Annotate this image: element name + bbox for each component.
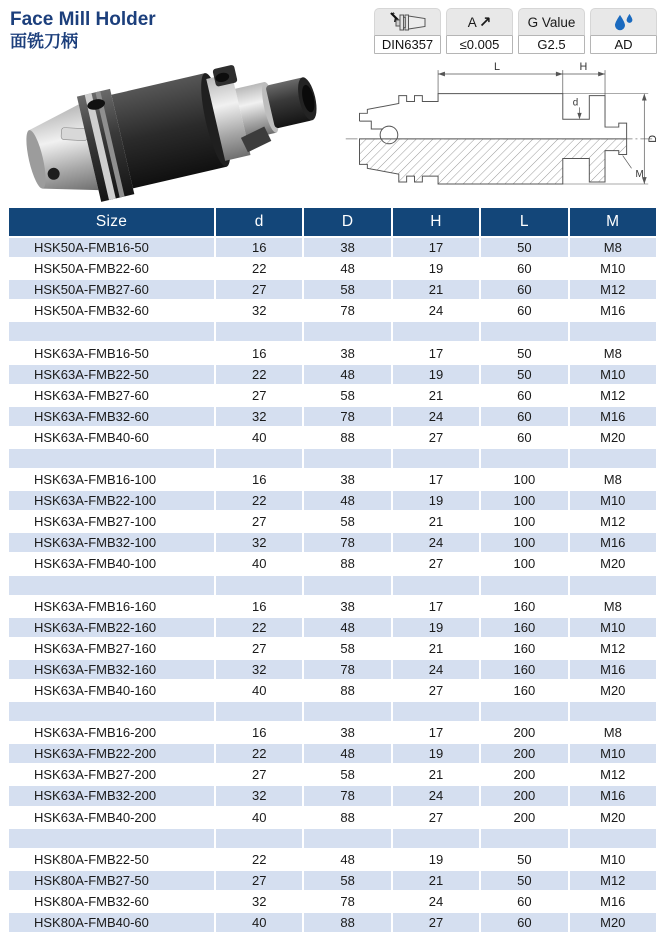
size-cell: HSK50A-FMB16-50 — [9, 238, 214, 257]
table-header-row — [9, 208, 656, 236]
size-table — [7, 206, 658, 934]
value-cell: 48 — [304, 491, 390, 510]
value-cell: 19 — [393, 365, 479, 384]
spacer-cell — [481, 322, 567, 341]
value-cell: 160 — [481, 618, 567, 637]
table-row — [9, 259, 656, 278]
value-cell: 200 — [481, 786, 567, 805]
dim-label-d: d — [572, 97, 579, 109]
dim-label-L: L — [493, 61, 500, 74]
value-cell: M8 — [603, 598, 622, 614]
value-cell: 27 — [216, 871, 302, 890]
value-cell: M12 — [600, 767, 626, 783]
value-cell: 27 — [428, 683, 444, 699]
value-cell: 48 — [340, 261, 355, 277]
value-cell: 17 — [428, 345, 444, 361]
value-cell: 16 — [252, 472, 267, 488]
value-cell: M16 — [570, 660, 656, 679]
value-cell: 88 — [340, 556, 355, 572]
value-cell: M16 — [570, 407, 656, 426]
value-cell: M20 — [600, 809, 626, 825]
size-cell: HSK63A-FMB22-50 — [9, 365, 214, 384]
table-row — [9, 681, 656, 700]
coolant-drops-icon — [590, 8, 657, 35]
table-row — [9, 533, 656, 552]
spacer-cell — [216, 449, 302, 468]
table-row — [9, 491, 656, 510]
value-cell: M16 — [570, 533, 656, 552]
value-cell: 60 — [481, 407, 567, 426]
column-header: D — [304, 208, 390, 236]
g-value-label: G Value — [527, 14, 576, 30]
size-cell: HSK50A-FMB32-60 — [34, 303, 149, 319]
value-cell: 17 — [428, 725, 444, 741]
value-cell: 58 — [304, 871, 390, 890]
value-cell: 50 — [517, 851, 532, 867]
value-cell: M20 — [600, 683, 626, 699]
value-cell: M16 — [570, 786, 656, 805]
value-cell: 24 — [393, 533, 479, 552]
value-cell: 16 — [216, 238, 302, 257]
spacer-cell — [570, 829, 656, 848]
value-cell: M20 — [600, 429, 626, 445]
value-cell: 19 — [428, 261, 444, 277]
spacer-cell — [570, 576, 656, 595]
value-cell: 60 — [481, 913, 567, 932]
value-cell: 21 — [393, 280, 479, 299]
size-cell: HSK63A-FMB27-200 — [34, 767, 157, 783]
size-cell: HSK63A-FMB16-160 — [34, 598, 157, 614]
value-cell: 60 — [517, 261, 532, 277]
value-cell: 27 — [252, 640, 267, 656]
size-cell: HSK63A-FMB16-100 — [34, 472, 157, 488]
spacer-cell — [481, 449, 567, 468]
badge-runout — [446, 8, 513, 54]
table-row — [9, 386, 656, 405]
value-cell: 22 — [216, 618, 302, 637]
value-cell: 200 — [513, 725, 536, 741]
table-row — [9, 744, 656, 763]
spacer-cell — [481, 576, 567, 595]
value-cell: 160 — [513, 640, 536, 656]
value-cell: 200 — [513, 809, 536, 825]
table-row — [9, 280, 656, 299]
value-cell: 78 — [304, 786, 390, 805]
table-row — [9, 470, 656, 489]
value-cell: M16 — [600, 303, 626, 319]
value-cell: 21 — [393, 871, 479, 890]
value-cell: M8 — [603, 725, 622, 741]
spacer-row — [9, 449, 656, 468]
product-photo — [4, 56, 332, 202]
size-cell: HSK80A-FMB40-60 — [9, 913, 214, 932]
value-cell: 22 — [216, 744, 302, 763]
size-cell: HSK80A-FMB22-50 — [34, 851, 149, 867]
spacer-cell — [216, 702, 302, 721]
size-cell: HSK63A-FMB22-160 — [9, 618, 214, 637]
value-cell: M8 — [570, 238, 656, 257]
value-cell: 60 — [517, 303, 532, 319]
value-cell: 40 — [252, 429, 267, 445]
value-cell: 58 — [340, 767, 355, 783]
value-cell: 19 — [393, 618, 479, 637]
value-cell: M20 — [570, 913, 656, 932]
value-cell: 200 — [513, 767, 536, 783]
badge-g-value — [518, 8, 585, 54]
value-cell: M10 — [570, 618, 656, 637]
value-cell: 24 — [393, 407, 479, 426]
spacer-cell — [216, 322, 302, 341]
value-cell: 24 — [428, 893, 444, 909]
value-cell: M8 — [603, 345, 622, 361]
spacer-cell — [304, 449, 390, 468]
value-cell: 58 — [340, 514, 355, 530]
value-cell: 27 — [428, 809, 444, 825]
spacer-cell — [570, 702, 656, 721]
table-row — [9, 428, 656, 447]
value-cell: 60 — [481, 280, 567, 299]
dim-label-H: H — [579, 61, 588, 74]
size-cell: HSK63A-FMB32-200 — [9, 786, 214, 805]
spacer-cell — [9, 322, 214, 341]
value-cell: M10 — [570, 491, 656, 510]
value-cell: 160 — [513, 683, 536, 699]
spacer-cell — [304, 702, 390, 721]
size-cell: HSK50A-FMB27-60 — [9, 280, 214, 299]
value-cell: M12 — [600, 640, 626, 656]
value-cell: 60 — [517, 429, 532, 445]
value-cell: 38 — [340, 345, 355, 361]
value-cell: M12 — [600, 387, 626, 403]
size-cell: HSK63A-FMB32-160 — [9, 660, 214, 679]
value-cell: 58 — [340, 640, 355, 656]
page-header — [0, 0, 665, 56]
value-cell: 27 — [428, 556, 444, 572]
value-cell: 27 — [252, 514, 267, 530]
table-row — [9, 365, 656, 384]
value-cell: 50 — [481, 871, 567, 890]
value-cell: 38 — [340, 472, 355, 488]
value-cell: 160 — [481, 660, 567, 679]
value-cell: 32 — [252, 303, 267, 319]
value-cell: M20 — [600, 556, 626, 572]
spacer-cell — [304, 829, 390, 848]
table-row — [9, 850, 656, 869]
value-cell: 38 — [340, 725, 355, 741]
value-cell: 22 — [216, 491, 302, 510]
value-cell: 16 — [252, 725, 267, 741]
value-cell: 32 — [216, 786, 302, 805]
value-cell: 48 — [304, 744, 390, 763]
badge-value: ≤0.005 — [446, 35, 513, 54]
value-cell: 19 — [393, 744, 479, 763]
size-cell: HSK63A-FMB27-60 — [34, 387, 149, 403]
spacer-row — [9, 322, 656, 341]
value-cell: 17 — [428, 472, 444, 488]
technical-drawing — [332, 56, 661, 204]
table-row — [9, 913, 656, 932]
badge-coolant — [590, 8, 657, 54]
value-cell: 17 — [428, 598, 444, 614]
value-cell: 32 — [216, 660, 302, 679]
value-cell: 21 — [428, 640, 444, 656]
value-cell: 24 — [428, 303, 444, 319]
value-cell: M10 — [600, 851, 626, 867]
value-cell: M8 — [603, 472, 622, 488]
spacer-cell — [570, 449, 656, 468]
value-cell: 19 — [428, 851, 444, 867]
table-row — [9, 512, 656, 531]
value-cell: 100 — [481, 533, 567, 552]
size-cell: HSK63A-FMB32-100 — [9, 533, 214, 552]
table-row — [9, 238, 656, 257]
value-cell: 60 — [517, 893, 532, 909]
table-row — [9, 301, 656, 320]
dim-label-M: M — [635, 169, 644, 181]
runout-letter: A — [467, 14, 477, 30]
table-row — [9, 808, 656, 827]
column-header: d — [216, 208, 302, 236]
value-cell: 88 — [340, 683, 355, 699]
value-cell: 21 — [428, 387, 444, 403]
table-row — [9, 660, 656, 679]
spacer-cell — [216, 576, 302, 595]
value-cell: M10 — [570, 744, 656, 763]
value-cell: 88 — [340, 429, 355, 445]
spacer-cell — [9, 829, 214, 848]
spacer-cell — [216, 829, 302, 848]
column-header: M — [570, 208, 656, 236]
size-cell: HSK80A-FMB27-50 — [9, 871, 214, 890]
value-cell: 100 — [513, 556, 536, 572]
value-cell: 22 — [252, 851, 267, 867]
spacer-cell — [393, 829, 479, 848]
size-cell: HSK80A-FMB32-60 — [34, 893, 149, 909]
title-block — [10, 8, 156, 53]
value-cell: 27 — [428, 429, 444, 445]
value-cell: 88 — [340, 809, 355, 825]
size-cell: HSK63A-FMB40-100 — [34, 556, 157, 572]
value-cell: 100 — [513, 472, 536, 488]
spacer-cell — [393, 576, 479, 595]
badge-din-standard — [374, 8, 441, 54]
table-row — [9, 597, 656, 616]
value-cell: 160 — [513, 598, 536, 614]
value-cell: 50 — [481, 238, 567, 257]
spacer-row — [9, 829, 656, 848]
table-row — [9, 871, 656, 890]
spacer-cell — [9, 576, 214, 595]
toolholder-din-icon — [374, 8, 441, 35]
spec-badges — [374, 8, 657, 54]
value-cell: 78 — [304, 533, 390, 552]
value-cell: 27 — [216, 280, 302, 299]
value-cell: 58 — [340, 387, 355, 403]
size-cell: HSK63A-FMB40-200 — [34, 809, 157, 825]
value-cell: 38 — [304, 238, 390, 257]
value-cell: 17 — [393, 238, 479, 257]
value-cell: 16 — [252, 598, 267, 614]
size-cell: HSK63A-FMB16-200 — [34, 725, 157, 741]
value-cell: 40 — [252, 683, 267, 699]
spacer-cell — [393, 322, 479, 341]
value-cell: 27 — [252, 767, 267, 783]
value-cell: 32 — [252, 893, 267, 909]
value-cell: 50 — [517, 345, 532, 361]
spacer-cell — [393, 449, 479, 468]
value-cell: 100 — [481, 491, 567, 510]
value-cell: 88 — [304, 913, 390, 932]
size-cell: HSK63A-FMB40-160 — [34, 683, 157, 699]
dim-label-D: D — [647, 134, 660, 143]
page-title: Face Mill Holder — [10, 9, 156, 30]
table-row — [9, 343, 656, 362]
value-cell: 100 — [513, 514, 536, 530]
spacer-cell — [304, 322, 390, 341]
spacer-cell — [9, 449, 214, 468]
badge-value: G2.5 — [518, 35, 585, 54]
value-cell: 16 — [252, 345, 267, 361]
spacer-cell — [481, 829, 567, 848]
value-cell: 48 — [304, 365, 390, 384]
table-row — [9, 723, 656, 742]
value-cell: M12 — [570, 871, 656, 890]
table-row — [9, 639, 656, 658]
value-cell: 200 — [481, 744, 567, 763]
value-cell: M12 — [570, 280, 656, 299]
value-cell: M10 — [600, 261, 626, 277]
value-cell: 40 — [252, 809, 267, 825]
page-title-chinese: 面铣刀柄 — [10, 32, 78, 51]
value-cell: M10 — [570, 365, 656, 384]
spacer-cell — [481, 702, 567, 721]
value-cell: 22 — [216, 365, 302, 384]
size-cell: HSK63A-FMB27-100 — [34, 514, 157, 530]
value-cell: 27 — [252, 387, 267, 403]
arrow-up-right-icon: ↗ — [478, 13, 492, 31]
value-cell: 24 — [393, 786, 479, 805]
value-cell: 32 — [216, 533, 302, 552]
table-row — [9, 618, 656, 637]
table-row — [9, 765, 656, 784]
value-cell: 32 — [216, 407, 302, 426]
table-row — [9, 892, 656, 911]
value-cell: 48 — [304, 618, 390, 637]
value-cell: 78 — [340, 893, 355, 909]
badge-value: AD — [590, 35, 657, 54]
value-cell: 58 — [304, 280, 390, 299]
table-row — [9, 786, 656, 805]
size-cell: HSK63A-FMB22-100 — [9, 491, 214, 510]
value-cell: 78 — [304, 660, 390, 679]
value-cell: 21 — [428, 767, 444, 783]
value-cell: 22 — [252, 261, 267, 277]
value-cell: 27 — [393, 913, 479, 932]
value-cell: M16 — [600, 893, 626, 909]
badge-icon-text — [446, 8, 513, 35]
column-header: Size — [9, 208, 214, 236]
size-cell: HSK63A-FMB40-60 — [34, 429, 149, 445]
spacer-cell — [393, 702, 479, 721]
table-body — [9, 238, 656, 932]
value-cell: 38 — [340, 598, 355, 614]
table-row — [9, 407, 656, 426]
value-cell: 40 — [252, 556, 267, 572]
column-header: L — [481, 208, 567, 236]
value-cell: 78 — [340, 303, 355, 319]
spacer-row — [9, 576, 656, 595]
value-cell: M12 — [600, 514, 626, 530]
size-cell: HSK63A-FMB22-200 — [9, 744, 214, 763]
spacer-cell — [9, 702, 214, 721]
badge-value: DIN6357 — [374, 35, 441, 54]
size-cell: HSK63A-FMB16-50 — [34, 345, 149, 361]
value-cell: 48 — [340, 851, 355, 867]
spacer-row — [9, 702, 656, 721]
value-cell: 19 — [393, 491, 479, 510]
spacer-cell — [304, 576, 390, 595]
table-row — [9, 554, 656, 573]
spacer-cell — [570, 322, 656, 341]
value-cell: 50 — [481, 365, 567, 384]
size-cell: HSK63A-FMB27-160 — [34, 640, 157, 656]
figures-row — [0, 56, 665, 204]
column-header: H — [393, 208, 479, 236]
value-cell: 60 — [517, 387, 532, 403]
value-cell: 24 — [393, 660, 479, 679]
size-cell: HSK63A-FMB32-60 — [9, 407, 214, 426]
badge-icon-text — [518, 8, 585, 35]
value-cell: 21 — [428, 514, 444, 530]
size-cell: HSK50A-FMB22-60 — [34, 261, 149, 277]
value-cell: 40 — [216, 913, 302, 932]
value-cell: 78 — [304, 407, 390, 426]
